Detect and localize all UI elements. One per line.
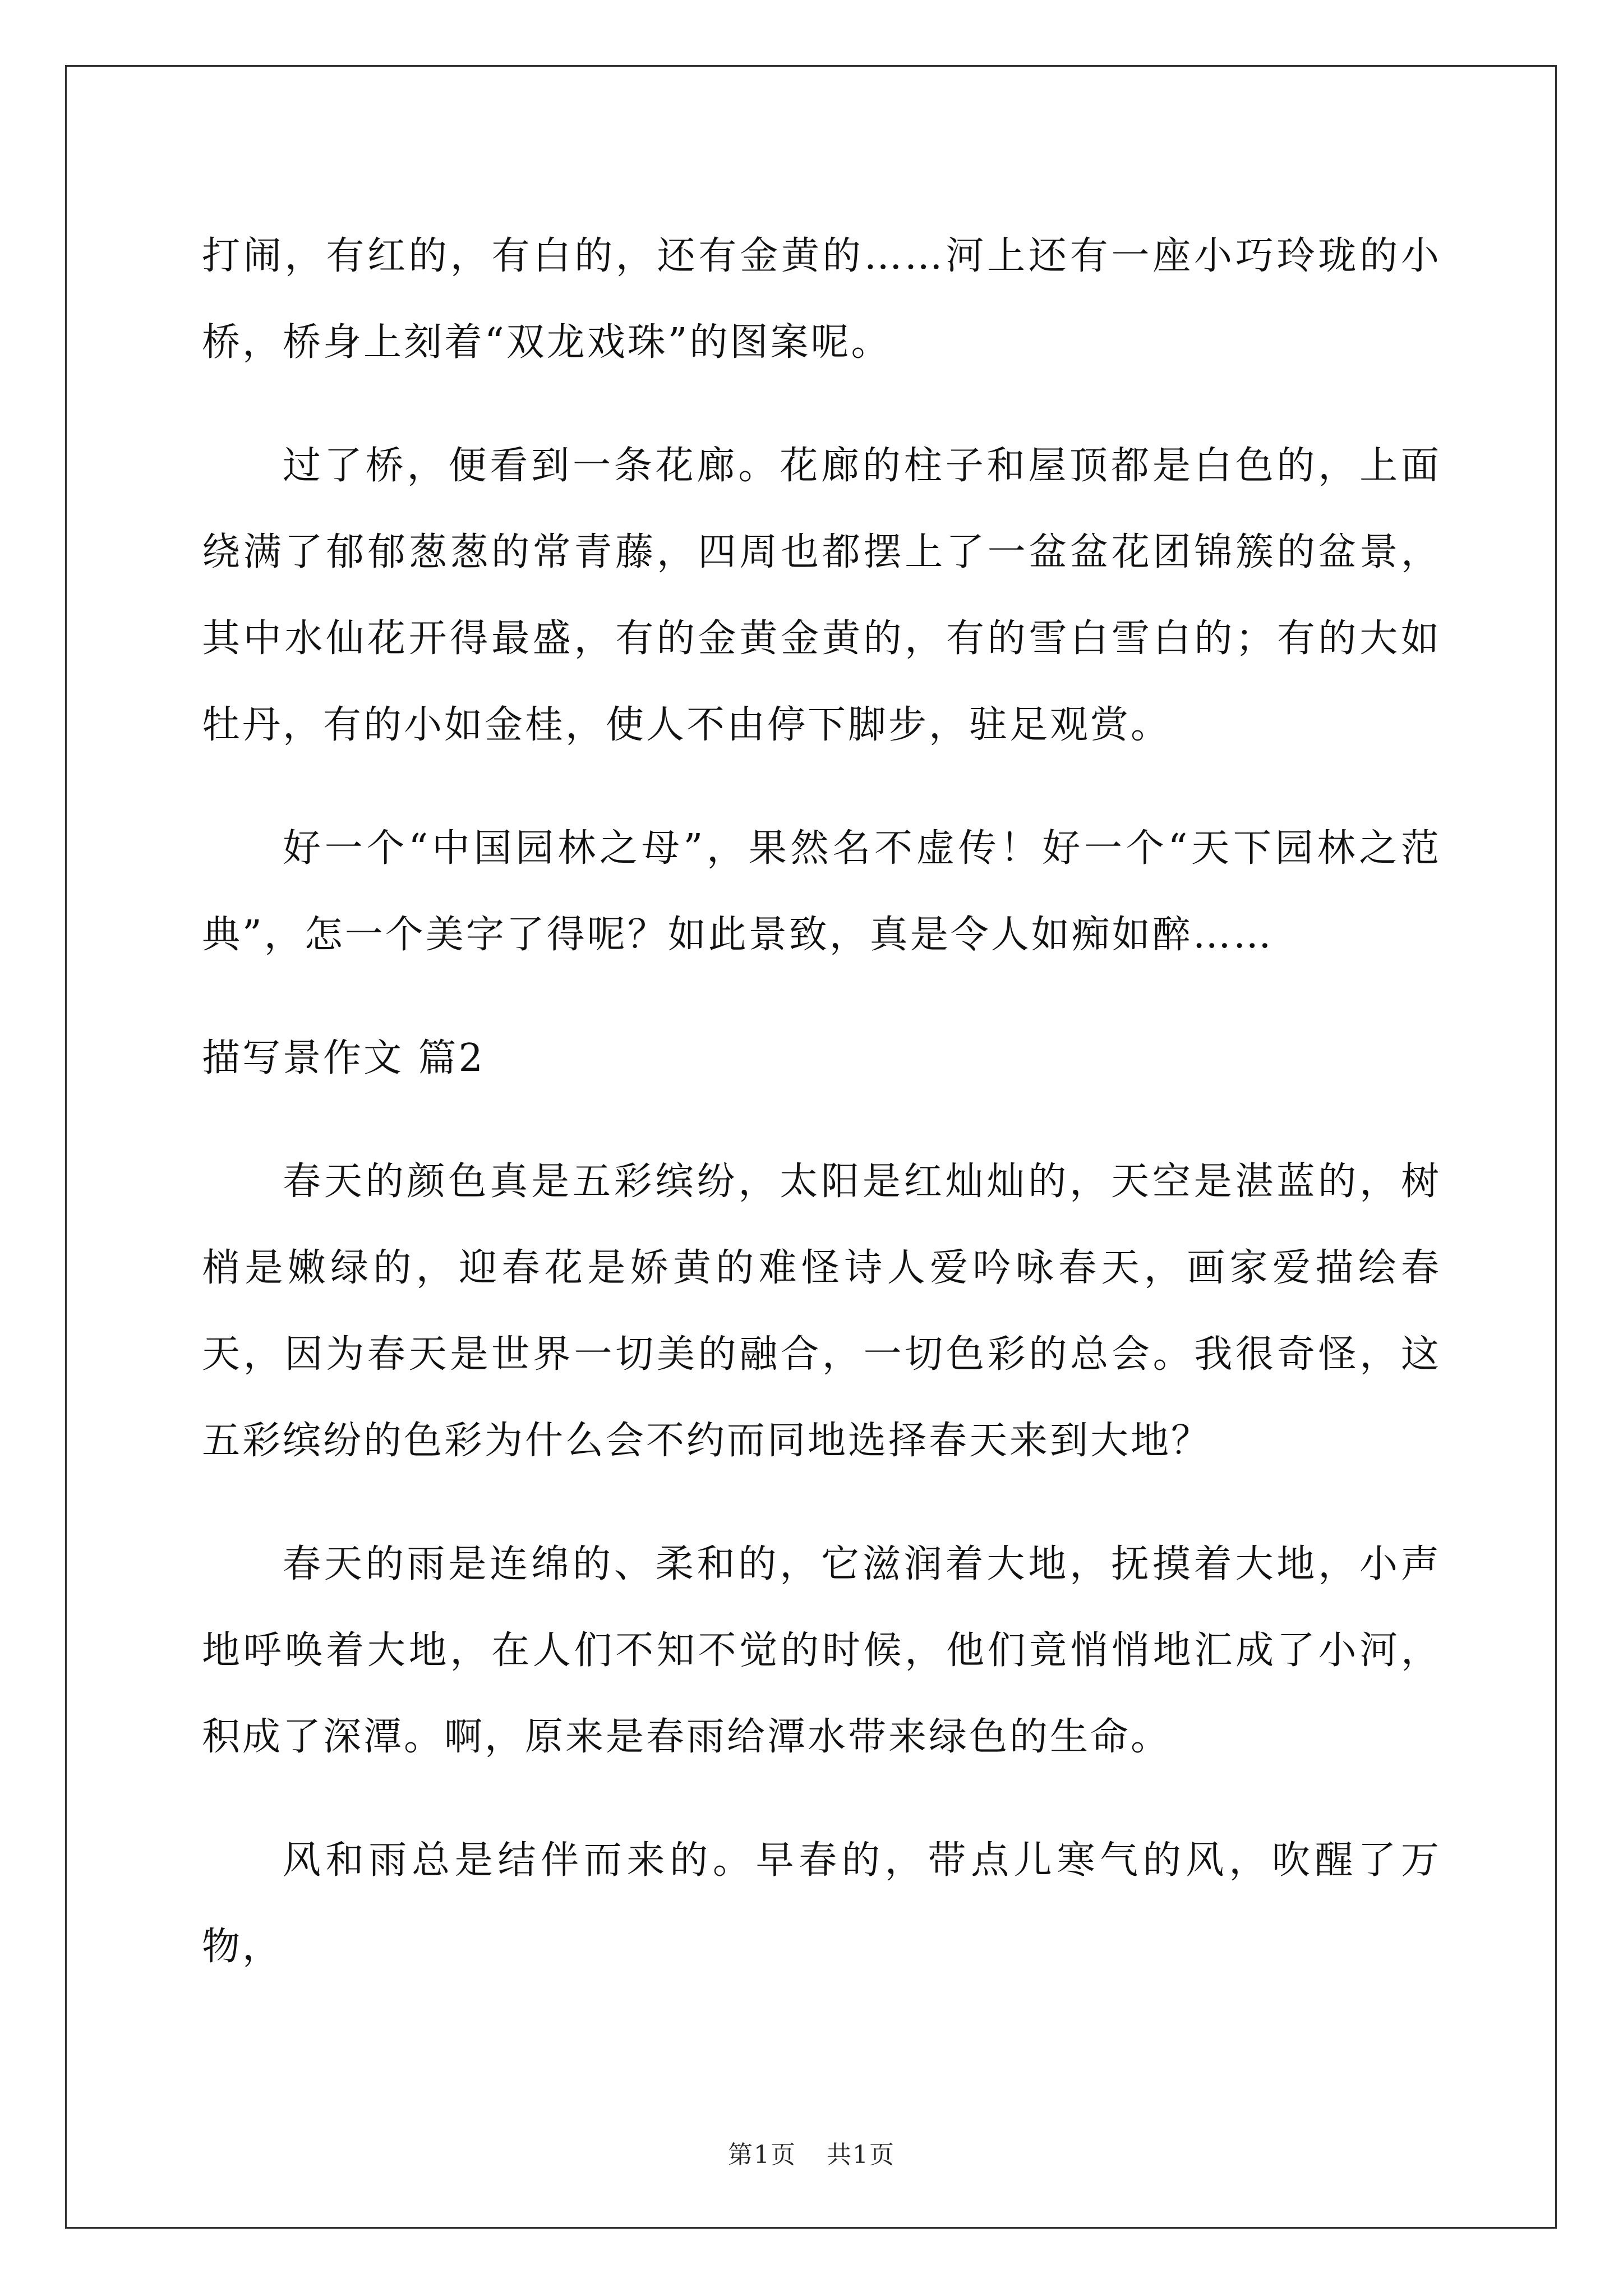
document-body <box>202 213 1441 1990</box>
paragraph-3: 好一个“中国园林之母”，果然名不虚传！好一个“天下园林之范典”，怎一个美字了得呢？如此景致，真是令人如痴如醉…… <box>202 826 1441 957</box>
page-number: 第1页 <box>728 2141 796 2169</box>
paragraph-5: 春天的雨是连绵的、柔和的，它滋润着大地，抚摸着大地，小声地呼唤着大地，在人们不知不觉的时候，他们竟悄悄地汇成了小河，积成了深潭。啊，原来是春雨给潭水带来绿色的生命。 <box>202 1542 1441 1759</box>
paragraph-4: 春天的颜色真是五彩缤纷，太阳是红灿灿的，天空是湛蓝的，树梢是嫩绿的，迎春花是娇黄的难怪诗人爱吟咏春天，画家爱描绘春天，因为春天是世界一切美的融合，一切色彩的总会。我很奇怪，这五彩缤纷的色彩为什么会不约而同地选择春天来到大地？ <box>202 1159 1441 1463</box>
section-heading: 描写景作文 篇2 <box>202 1036 485 1080</box>
paragraph-gap <box>202 1484 1441 1521</box>
page-total: 共1页 <box>827 2141 895 2169</box>
paragraph-gap <box>202 1102 1441 1139</box>
page-footer <box>0 2134 1623 2170</box>
paragraph-gap <box>202 386 1441 423</box>
paragraph-gap <box>202 978 1441 1015</box>
paragraph-2: 过了桥，便看到一条花廊。花廊的柱子和屋顶都是白色的，上面绕满了郁郁葱葱的常青藤，四周也都摆上了一盆盆花团锦簇的盆景，其中水仙花开得最盛，有的金黄金黄的，有的雪白雪白的；有的大如牡丹，有的小如金桂，使人不由停下脚步，驻足观赏。 <box>202 444 1441 747</box>
paragraph-gap <box>202 769 1441 806</box>
paragraph-6: 风和雨总是结伴而来的。早春的，带点儿寒气的风，吹醒了万物， <box>202 1838 1441 1969</box>
paragraph-1: 打闹，有红的，有白的，还有金黄的……河上还有一座小巧玲珑的小桥，桥身上刻着“双龙戏珠”的图案呢。 <box>202 234 1441 365</box>
paragraph-gap <box>202 1780 1441 1818</box>
